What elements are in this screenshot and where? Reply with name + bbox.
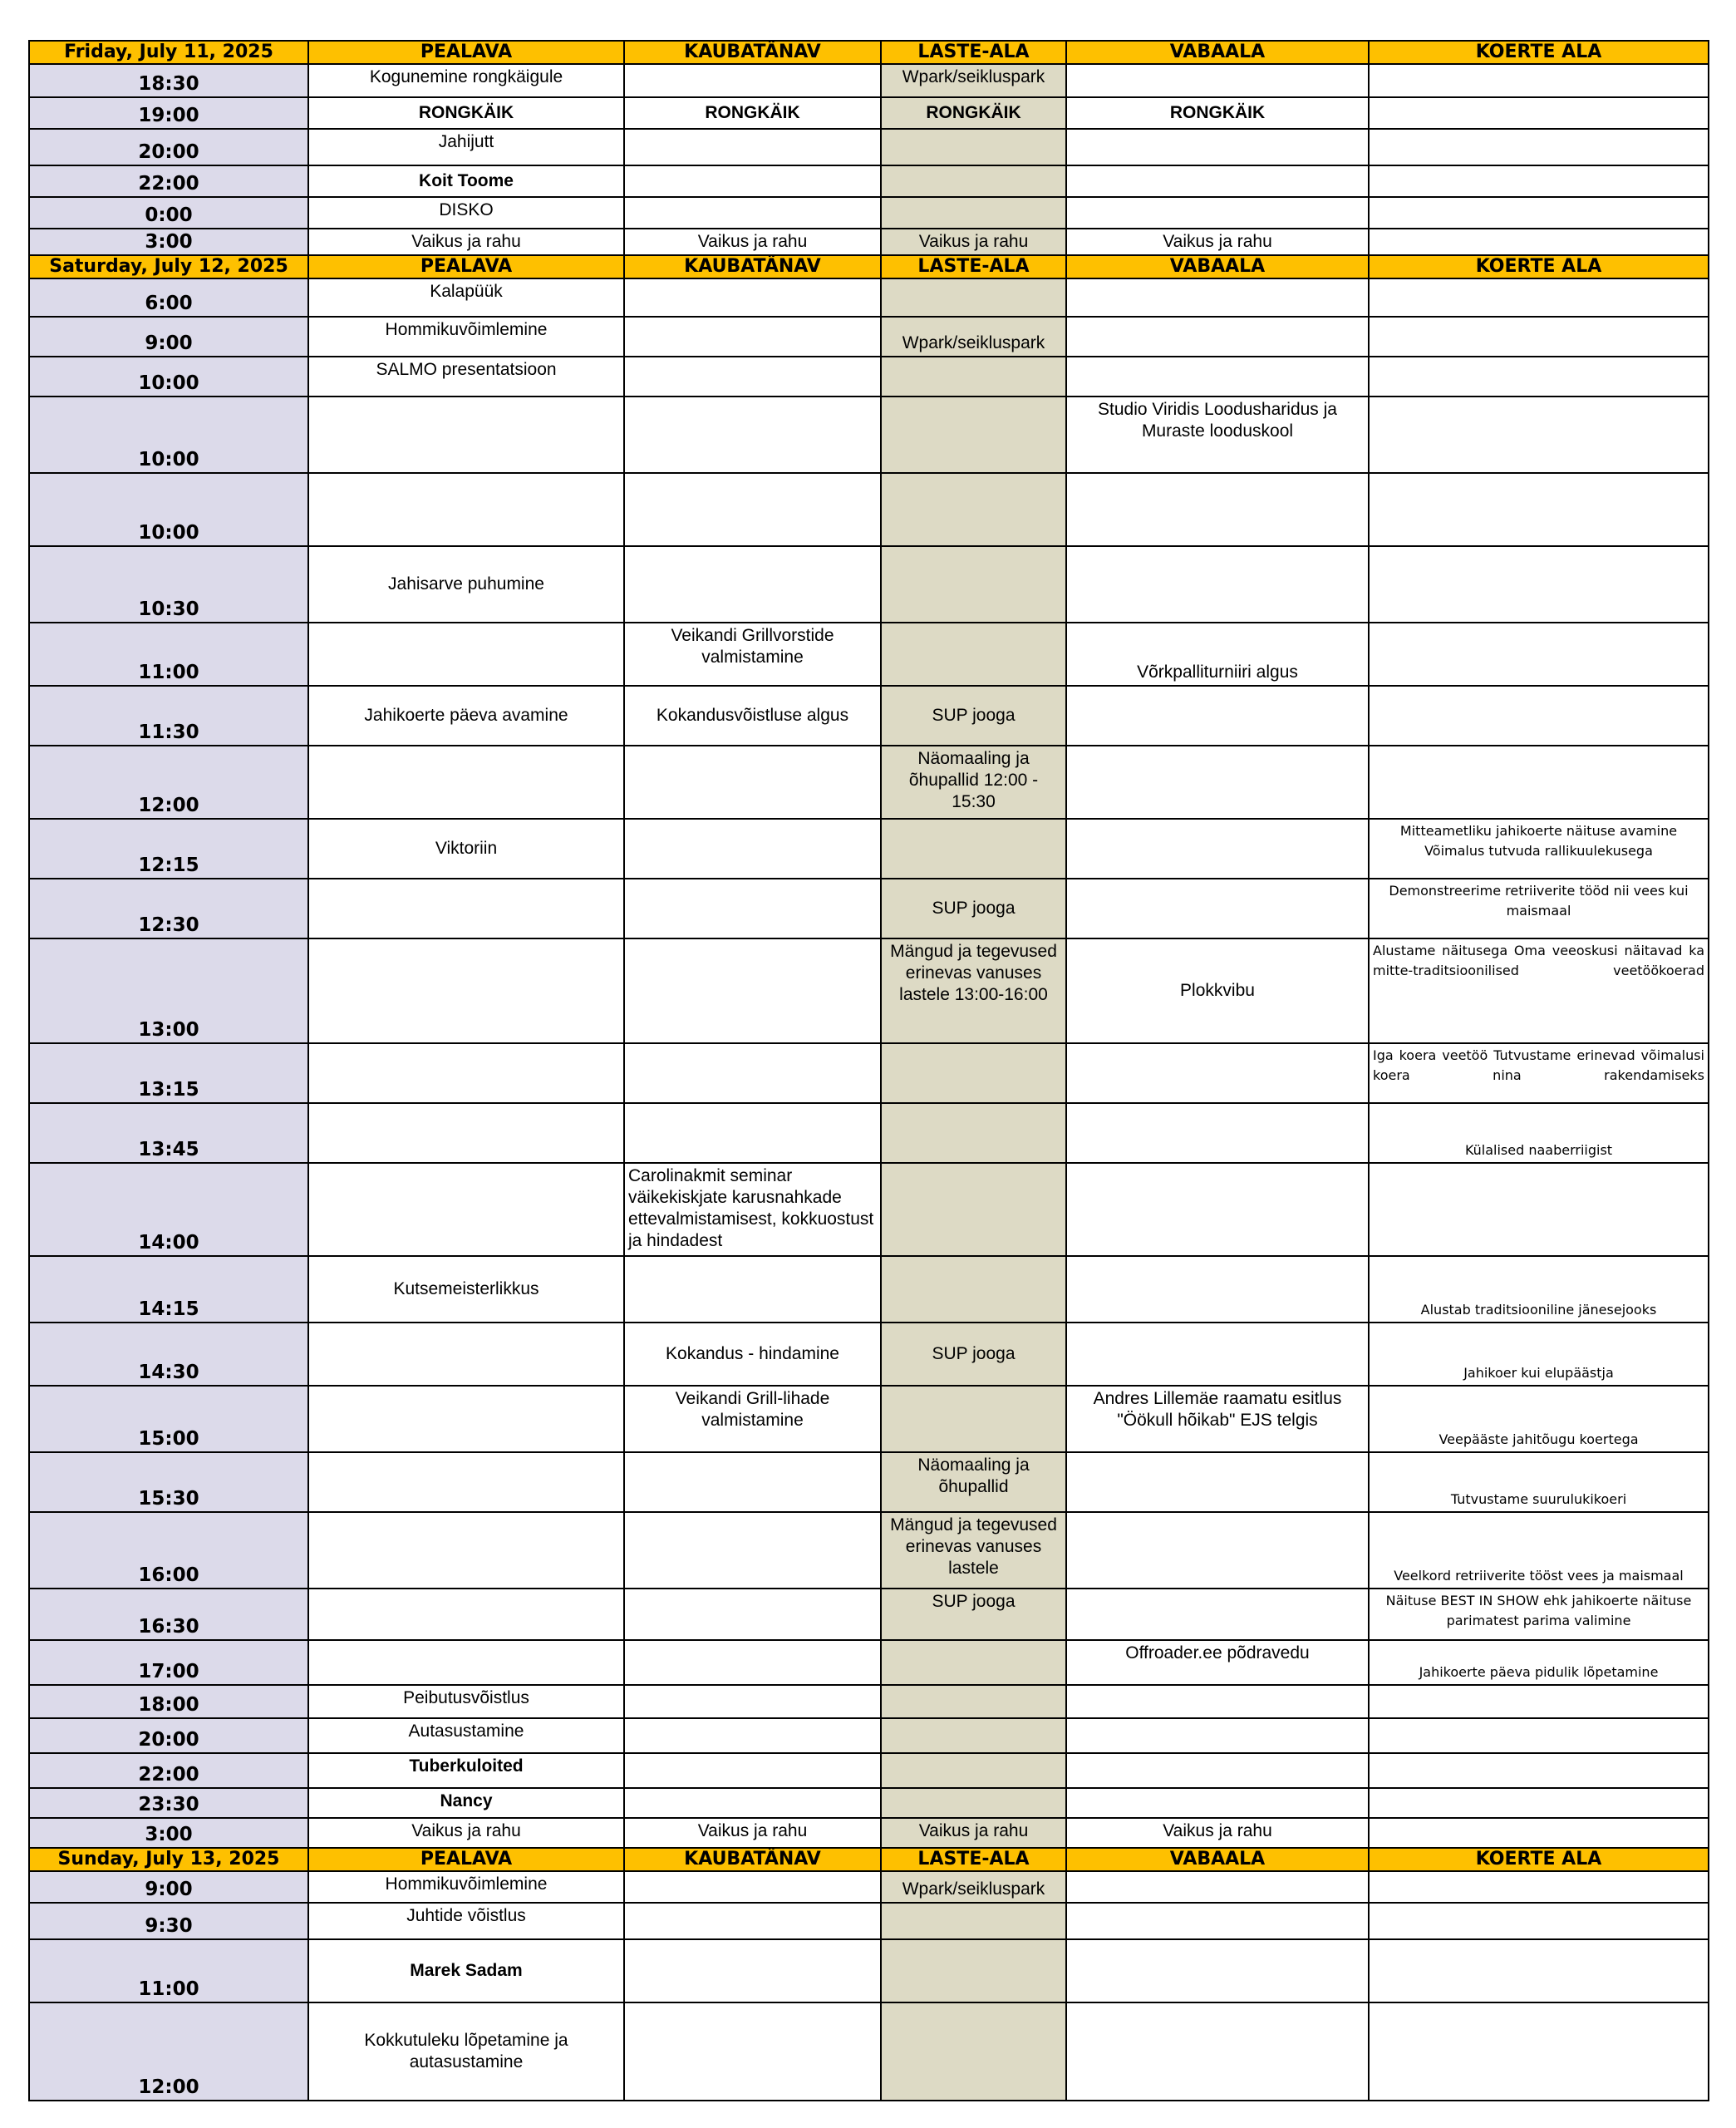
event-cell-koerte-ala — [1369, 317, 1709, 357]
event-cell-vabaala: Vaikus ja rahu — [1066, 1818, 1369, 1848]
event-cell-vabaala — [1066, 1512, 1369, 1589]
event-cell-vabaala — [1066, 1718, 1369, 1753]
schedule-row — [29, 1386, 1709, 1452]
event-cell-pealava: Vaikus ja rahu — [308, 229, 624, 255]
event-cell-laste-ala — [881, 1163, 1066, 1256]
column-header-vabaala: VABAALA — [1066, 41, 1369, 64]
time-cell: 13:15 — [29, 1043, 308, 1103]
time-cell: 17:00 — [29, 1640, 308, 1685]
event-cell-pealava: SALMO presentatsioon — [308, 357, 624, 397]
event-cell-vabaala — [1066, 1788, 1369, 1818]
schedule-row — [29, 1323, 1709, 1386]
event-cell-laste-ala — [881, 397, 1066, 473]
event-cell-laste-ala: SUP jooga — [881, 879, 1066, 938]
event-cell-kaubat-nav — [624, 1788, 881, 1818]
event-cell-kaubat-nav — [624, 1452, 881, 1512]
event-cell-laste-ala: Wpark/seikluspark — [881, 64, 1066, 97]
event-cell-pealava — [308, 746, 624, 819]
event-cell-koerte-ala — [1369, 1788, 1709, 1818]
event-cell-vabaala: RONGKÄIK — [1066, 97, 1369, 129]
schedule-row — [29, 197, 1709, 229]
event-cell-koerte-ala: Jahikoer kui elupäästja — [1369, 1323, 1709, 1386]
event-cell-pealava — [308, 1323, 624, 1386]
event-cell-pealava: Vaikus ja rahu — [308, 1818, 624, 1848]
event-cell-pealava: Peibutusvõistlus — [308, 1685, 624, 1718]
schedule-row — [29, 1788, 1709, 1818]
time-cell: 23:30 — [29, 1788, 308, 1818]
event-cell-pealava — [308, 473, 624, 546]
event-cell-laste-ala: Wpark/seikluspark — [881, 317, 1066, 357]
time-cell: 20:00 — [29, 1718, 308, 1753]
time-cell: 22:00 — [29, 1753, 308, 1788]
event-cell-pealava — [308, 1043, 624, 1103]
time-cell: 15:00 — [29, 1386, 308, 1452]
event-cell-laste-ala: Mängud ja tegevused erinevas vanuses lastele 13:00-16:00 — [881, 938, 1066, 1043]
event-cell-kaubat-nav — [624, 473, 881, 546]
event-cell-pealava — [308, 1452, 624, 1512]
event-cell-laste-ala: Vaikus ja rahu — [881, 1818, 1066, 1848]
event-cell-koerte-ala — [1369, 1718, 1709, 1753]
time-cell: 9:00 — [29, 1871, 308, 1903]
time-cell: 10:30 — [29, 546, 308, 623]
schedule-row — [29, 1452, 1709, 1512]
event-cell-vabaala — [1066, 1871, 1369, 1903]
event-cell-koerte-ala — [1369, 686, 1709, 746]
event-cell-koerte-ala — [1369, 1163, 1709, 1256]
event-cell-laste-ala — [881, 197, 1066, 229]
event-cell-vabaala — [1066, 1589, 1369, 1640]
time-cell: 6:00 — [29, 278, 308, 317]
day-header-row — [29, 41, 1709, 64]
time-cell: 9:30 — [29, 1903, 308, 1939]
event-cell-koerte-ala: Alustab traditsiooniline jänesejooks — [1369, 1256, 1709, 1323]
event-cell-kaubat-nav — [624, 1640, 881, 1685]
event-cell-laste-ala: Wpark/seikluspark — [881, 1871, 1066, 1903]
event-cell-vabaala — [1066, 165, 1369, 197]
event-cell-koerte-ala — [1369, 1939, 1709, 2002]
event-cell-kaubat-nav — [624, 938, 881, 1043]
event-cell-kaubat-nav — [624, 278, 881, 317]
event-cell-laste-ala: Mängud ja tegevused erinevas vanuses lastele — [881, 1512, 1066, 1589]
day-header-row — [29, 255, 1709, 278]
column-header-pealava: PEALAVA — [308, 255, 624, 278]
schedule-row — [29, 1685, 1709, 1718]
event-cell-pealava — [308, 938, 624, 1043]
event-cell-kaubat-nav: RONGKÄIK — [624, 97, 881, 129]
event-cell-vabaala — [1066, 1163, 1369, 1256]
schedule-row — [29, 546, 1709, 623]
event-cell-koerte-ala: Alustame näitusega Oma veeoskusi näitavad ka mitte-traditsioonilised veetöökoerad — [1369, 938, 1709, 1043]
time-cell: 0:00 — [29, 197, 308, 229]
event-cell-koerte-ala — [1369, 397, 1709, 473]
event-cell-pealava: Autasustamine — [308, 1718, 624, 1753]
event-cell-koerte-ala — [1369, 1818, 1709, 1848]
event-cell-koerte-ala: Tutvustame suurulukikoeri — [1369, 1452, 1709, 1512]
schedule-row — [29, 317, 1709, 357]
event-cell-laste-ala: Näomaaling ja õhupallid 12:00 - 15:30 — [881, 746, 1066, 819]
column-header-koerte-ala: KOERTE ALA — [1369, 255, 1709, 278]
event-cell-koerte-ala — [1369, 64, 1709, 97]
schedule-row — [29, 1512, 1709, 1589]
event-cell-koerte-ala: Veepääste jahitõugu koertega — [1369, 1386, 1709, 1452]
event-cell-vabaala: Vaikus ja rahu — [1066, 229, 1369, 255]
schedule-row — [29, 97, 1709, 129]
event-cell-kaubat-nav: Vaikus ja rahu — [624, 1818, 881, 1848]
event-cell-koerte-ala — [1369, 2002, 1709, 2101]
event-cell-laste-ala — [881, 2002, 1066, 2101]
event-cell-pealava — [308, 1640, 624, 1685]
event-cell-kaubat-nav — [624, 2002, 881, 2101]
schedule-row — [29, 1939, 1709, 2002]
event-cell-koerte-ala — [1369, 197, 1709, 229]
event-cell-vabaala — [1066, 473, 1369, 546]
event-cell-vabaala — [1066, 1452, 1369, 1512]
time-cell: 10:00 — [29, 357, 308, 397]
event-cell-kaubat-nav — [624, 1871, 881, 1903]
event-cell-koerte-ala: Külalised naaberriigist — [1369, 1103, 1709, 1163]
event-cell-koerte-ala — [1369, 623, 1709, 686]
event-cell-vabaala — [1066, 879, 1369, 938]
event-cell-pealava: Jahikoerte päeva avamine — [308, 686, 624, 746]
event-cell-pealava — [308, 397, 624, 473]
event-cell-laste-ala — [881, 623, 1066, 686]
column-header-vabaala: VABAALA — [1066, 255, 1369, 278]
event-cell-vabaala — [1066, 1103, 1369, 1163]
event-cell-laste-ala — [881, 129, 1066, 165]
time-cell: 13:45 — [29, 1103, 308, 1163]
event-cell-koerte-ala — [1369, 278, 1709, 317]
time-cell: 16:30 — [29, 1589, 308, 1640]
time-cell: 12:30 — [29, 879, 308, 938]
event-cell-laste-ala — [881, 1718, 1066, 1753]
event-cell-laste-ala — [881, 1903, 1066, 1939]
schedule-row — [29, 623, 1709, 686]
event-cell-kaubat-nav — [624, 129, 881, 165]
event-cell-kaubat-nav — [624, 165, 881, 197]
event-cell-vabaala — [1066, 1939, 1369, 2002]
event-cell-vabaala — [1066, 129, 1369, 165]
time-cell: 11:00 — [29, 1939, 308, 2002]
schedule-row — [29, 1163, 1709, 1256]
event-cell-koerte-ala — [1369, 1871, 1709, 1903]
event-cell-pealava: DISKO — [308, 197, 624, 229]
time-cell: 9:00 — [29, 317, 308, 357]
event-cell-pealava: Kokkutuleku lõpetamine ja autasustamine — [308, 2002, 624, 2101]
column-header-pealava: PEALAVA — [308, 41, 624, 64]
event-cell-laste-ala — [881, 819, 1066, 879]
time-cell: 11:00 — [29, 623, 308, 686]
event-schedule-table — [28, 40, 1709, 2101]
event-cell-kaubat-nav — [624, 546, 881, 623]
schedule-row — [29, 129, 1709, 165]
event-cell-vabaala — [1066, 1323, 1369, 1386]
event-cell-vabaala — [1066, 1685, 1369, 1718]
time-cell: 12:00 — [29, 2002, 308, 2101]
event-cell-pealava: Nancy — [308, 1788, 624, 1818]
event-cell-laste-ala — [881, 1685, 1066, 1718]
event-cell-pealava: Jahijutt — [308, 129, 624, 165]
event-cell-koerte-ala: Jahikoerte päeva pidulik lõpetamine — [1369, 1640, 1709, 1685]
event-cell-kaubat-nav — [624, 1939, 881, 2002]
event-cell-kaubat-nav — [624, 1753, 881, 1788]
event-cell-kaubat-nav: Kokandusvõistluse algus — [624, 686, 881, 746]
event-cell-vabaala: Offroader.ee põdravedu — [1066, 1640, 1369, 1685]
event-cell-vabaala: Andres Lillemäe raamatu esitlus "Öökull hõikab" EJS telgis — [1066, 1386, 1369, 1452]
time-cell: 14:30 — [29, 1323, 308, 1386]
event-cell-laste-ala — [881, 1386, 1066, 1452]
event-cell-pealava: Kogunemine rongkäigule — [308, 64, 624, 97]
schedule-row — [29, 1871, 1709, 1903]
time-cell: 10:00 — [29, 397, 308, 473]
event-cell-laste-ala: SUP jooga — [881, 1323, 1066, 1386]
event-cell-kaubat-nav — [624, 1103, 881, 1163]
column-header-laste-ala: LASTE-ALA — [881, 1848, 1066, 1871]
event-cell-kaubat-nav — [624, 317, 881, 357]
event-cell-kaubat-nav: Veikandi Grillvorstide valmistamine — [624, 623, 881, 686]
event-cell-laste-ala — [881, 278, 1066, 317]
event-cell-koerte-ala: Veelkord retriiverite tööst vees ja maismaal — [1369, 1512, 1709, 1589]
event-cell-laste-ala: SUP jooga — [881, 1589, 1066, 1640]
event-cell-laste-ala: SUP jooga — [881, 686, 1066, 746]
schedule-row — [29, 473, 1709, 546]
time-cell: 3:00 — [29, 1818, 308, 1848]
day-date: Sunday, July 13, 2025 — [29, 1848, 308, 1871]
event-cell-kaubat-nav: Veikandi Grill-lihade valmistamine — [624, 1386, 881, 1452]
schedule-row — [29, 1718, 1709, 1753]
event-cell-kaubat-nav — [624, 357, 881, 397]
event-cell-koerte-ala — [1369, 229, 1709, 255]
event-cell-kaubat-nav — [624, 746, 881, 819]
time-cell: 14:00 — [29, 1163, 308, 1256]
schedule-row — [29, 879, 1709, 938]
event-cell-laste-ala — [881, 1753, 1066, 1788]
event-cell-vabaala — [1066, 197, 1369, 229]
event-cell-pealava — [308, 879, 624, 938]
column-header-pealava: PEALAVA — [308, 1848, 624, 1871]
event-cell-pealava — [308, 1163, 624, 1256]
event-cell-laste-ala — [881, 473, 1066, 546]
time-cell: 22:00 — [29, 165, 308, 197]
event-cell-laste-ala — [881, 357, 1066, 397]
event-cell-koerte-ala — [1369, 1903, 1709, 1939]
event-cell-koerte-ala — [1369, 473, 1709, 546]
schedule-row — [29, 229, 1709, 255]
schedule-row — [29, 357, 1709, 397]
event-cell-vabaala: Plokkvibu — [1066, 938, 1369, 1043]
event-cell-laste-ala — [881, 1103, 1066, 1163]
event-cell-pealava: Hommikuvõimlemine — [308, 1871, 624, 1903]
event-cell-kaubat-nav — [624, 1256, 881, 1323]
column-header-koerte-ala: KOERTE ALA — [1369, 41, 1709, 64]
schedule-row — [29, 1256, 1709, 1323]
event-cell-laste-ala — [881, 1788, 1066, 1818]
column-header-kaubat-nav: KAUBATÄNAV — [624, 41, 881, 64]
event-cell-pealava — [308, 623, 624, 686]
event-cell-vabaala — [1066, 64, 1369, 97]
event-cell-vabaala: Võrkpalliturniiri algus — [1066, 623, 1369, 686]
event-cell-vabaala — [1066, 317, 1369, 357]
event-cell-kaubat-nav — [624, 879, 881, 938]
schedule-row — [29, 1589, 1709, 1640]
schedule-row — [29, 686, 1709, 746]
schedule-row — [29, 1640, 1709, 1685]
event-cell-pealava: Kalapüük — [308, 278, 624, 317]
event-cell-laste-ala: Näomaaling ja õhupallid — [881, 1452, 1066, 1512]
time-cell: 14:15 — [29, 1256, 308, 1323]
event-cell-kaubat-nav — [624, 1043, 881, 1103]
time-cell: 20:00 — [29, 129, 308, 165]
event-cell-pealava: Tuberkuloited — [308, 1753, 624, 1788]
time-cell: 10:00 — [29, 473, 308, 546]
event-cell-pealava — [308, 1103, 624, 1163]
event-cell-koerte-ala: Mitteametliku jahikoerte näituse avamine Võimalus tutvuda rallikuulekusega — [1369, 819, 1709, 879]
schedule-row — [29, 278, 1709, 317]
event-cell-vabaala — [1066, 819, 1369, 879]
column-header-laste-ala: LASTE-ALA — [881, 41, 1066, 64]
event-cell-vabaala — [1066, 2002, 1369, 2101]
event-cell-koerte-ala — [1369, 129, 1709, 165]
event-cell-kaubat-nav — [624, 1718, 881, 1753]
event-cell-laste-ala — [881, 1043, 1066, 1103]
event-cell-kaubat-nav: Vaikus ja rahu — [624, 229, 881, 255]
time-cell: 3:00 — [29, 229, 308, 255]
event-cell-laste-ala — [881, 1939, 1066, 2002]
time-cell: 12:15 — [29, 819, 308, 879]
event-cell-kaubat-nav — [624, 1589, 881, 1640]
event-cell-kaubat-nav: Kokandus - hindamine — [624, 1323, 881, 1386]
time-cell: 11:30 — [29, 686, 308, 746]
event-cell-kaubat-nav — [624, 197, 881, 229]
schedule-row — [29, 746, 1709, 819]
event-cell-vabaala — [1066, 546, 1369, 623]
event-cell-kaubat-nav — [624, 397, 881, 473]
event-cell-vabaala — [1066, 278, 1369, 317]
day-header-row — [29, 1848, 1709, 1871]
event-cell-pealava: Viktoriin — [308, 819, 624, 879]
event-cell-pealava: RONGKÄIK — [308, 97, 624, 129]
event-cell-koerte-ala — [1369, 97, 1709, 129]
event-cell-koerte-ala — [1369, 165, 1709, 197]
event-cell-vabaala — [1066, 746, 1369, 819]
day-date: Saturday, July 12, 2025 — [29, 255, 308, 278]
event-cell-pealava: Kutsemeisterlikkus — [308, 1256, 624, 1323]
column-header-kaubat-nav: KAUBATÄNAV — [624, 1848, 881, 1871]
event-cell-vabaala — [1066, 1043, 1369, 1103]
schedule-row — [29, 1903, 1709, 1939]
event-cell-kaubat-nav — [624, 1512, 881, 1589]
event-cell-koerte-ala: Demonstreerime retriiverite tööd nii vees kui maismaal — [1369, 879, 1709, 938]
event-cell-vabaala: Studio Viridis Loodusharidus ja Muraste looduskool — [1066, 397, 1369, 473]
event-cell-vabaala — [1066, 686, 1369, 746]
event-cell-pealava: Koit Toome — [308, 165, 624, 197]
event-cell-koerte-ala — [1369, 746, 1709, 819]
time-cell: 18:00 — [29, 1685, 308, 1718]
event-cell-vabaala — [1066, 1753, 1369, 1788]
event-cell-laste-ala — [881, 165, 1066, 197]
event-cell-vabaala — [1066, 1256, 1369, 1323]
day-date: Friday, July 11, 2025 — [29, 41, 308, 64]
event-cell-koerte-ala — [1369, 357, 1709, 397]
time-cell: 16:00 — [29, 1512, 308, 1589]
event-cell-koerte-ala: Näituse BEST IN SHOW ehk jahikoerte näituse parimatest parima valimine — [1369, 1589, 1709, 1640]
schedule-row — [29, 1753, 1709, 1788]
schedule-row — [29, 1043, 1709, 1103]
event-cell-laste-ala: Vaikus ja rahu — [881, 229, 1066, 255]
time-cell: 15:30 — [29, 1452, 308, 1512]
event-cell-laste-ala — [881, 1256, 1066, 1323]
schedule-row — [29, 397, 1709, 473]
event-cell-koerte-ala: Iga koera veetöö Tutvustame erinevad võimalusi koera nina rakendamiseks — [1369, 1043, 1709, 1103]
event-cell-vabaala — [1066, 357, 1369, 397]
event-cell-pealava — [308, 1512, 624, 1589]
event-cell-laste-ala — [881, 546, 1066, 623]
event-cell-kaubat-nav — [624, 819, 881, 879]
event-cell-kaubat-nav — [624, 64, 881, 97]
time-cell: 18:30 — [29, 64, 308, 97]
event-cell-pealava: Juhtide võistlus — [308, 1903, 624, 1939]
schedule-row — [29, 819, 1709, 879]
event-cell-laste-ala: RONGKÄIK — [881, 97, 1066, 129]
schedule-row — [29, 64, 1709, 97]
event-cell-pealava: Hommikuvõimlemine — [308, 317, 624, 357]
event-cell-koerte-ala — [1369, 546, 1709, 623]
event-cell-vabaala — [1066, 1903, 1369, 1939]
event-cell-kaubat-nav: Carolinakmit seminar väikekiskjate karusnahkade ettevalmistamisest, kokkuostust ja hindadest — [624, 1163, 881, 1256]
schedule-row — [29, 1103, 1709, 1163]
event-cell-laste-ala — [881, 1640, 1066, 1685]
event-cell-kaubat-nav — [624, 1903, 881, 1939]
schedule-row — [29, 2002, 1709, 2101]
schedule-row — [29, 1818, 1709, 1848]
column-header-kaubat-nav: KAUBATÄNAV — [624, 255, 881, 278]
time-cell: 19:00 — [29, 97, 308, 129]
time-cell: 13:00 — [29, 938, 308, 1043]
column-header-vabaala: VABAALA — [1066, 1848, 1369, 1871]
event-cell-pealava: Marek Sadam — [308, 1939, 624, 2002]
column-header-koerte-ala: KOERTE ALA — [1369, 1848, 1709, 1871]
event-cell-pealava — [308, 1589, 624, 1640]
schedule-row — [29, 938, 1709, 1043]
schedule-row — [29, 165, 1709, 197]
event-cell-koerte-ala — [1369, 1753, 1709, 1788]
event-cell-koerte-ala — [1369, 1685, 1709, 1718]
event-cell-kaubat-nav — [624, 1685, 881, 1718]
event-cell-pealava — [308, 1386, 624, 1452]
event-cell-pealava: Jahisarve puhumine — [308, 546, 624, 623]
column-header-laste-ala: LASTE-ALA — [881, 255, 1066, 278]
time-cell: 12:00 — [29, 746, 308, 819]
